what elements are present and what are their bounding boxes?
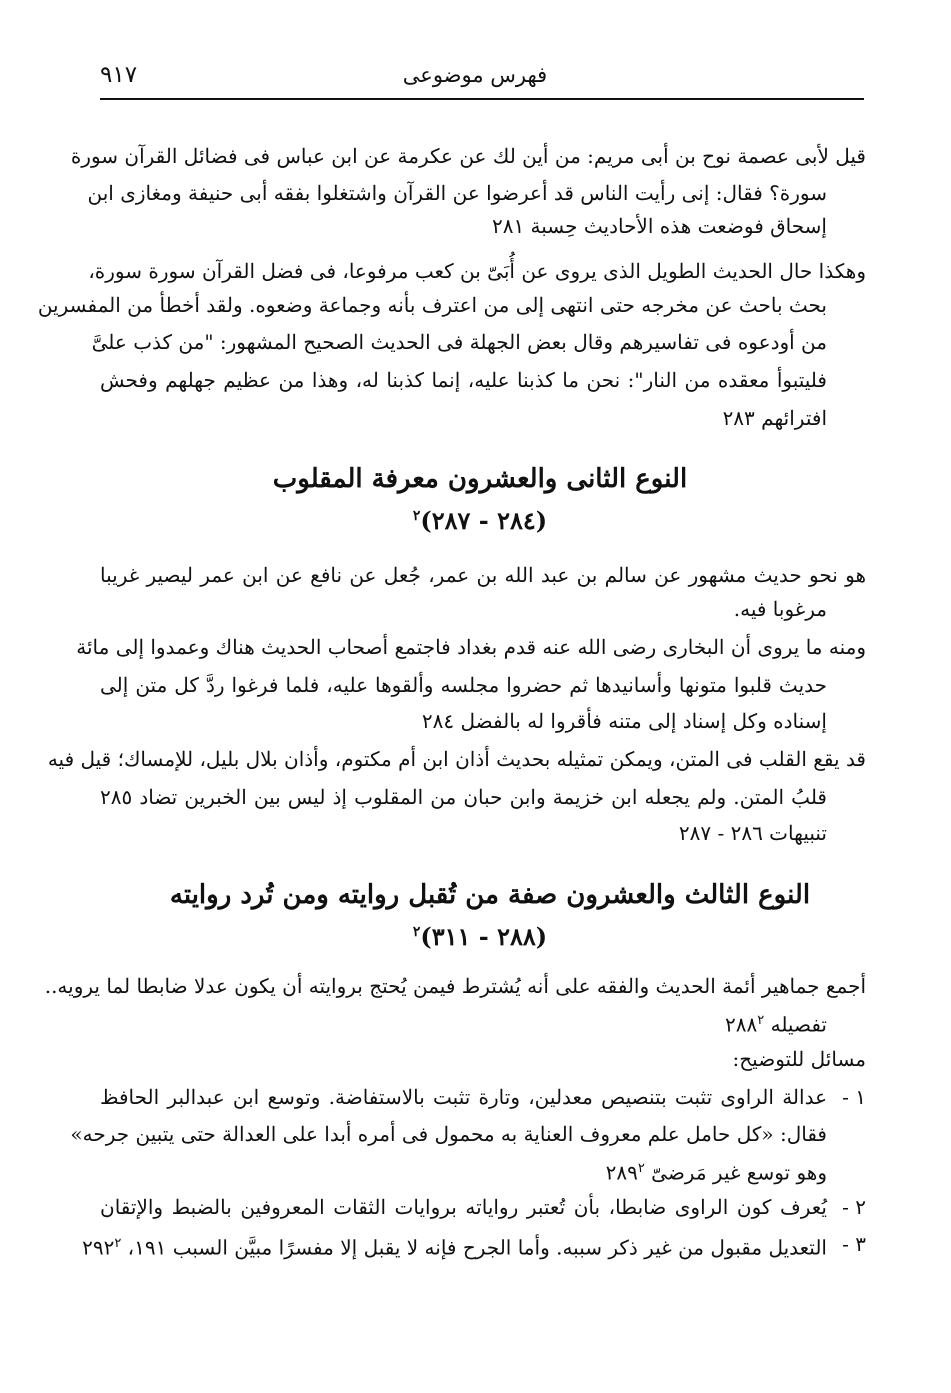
list-item-number: ١ - (842, 1085, 866, 1109)
footnote-marker: ٢ (757, 1013, 765, 1028)
index-entry-line: أجمع جماهير أئمة الحديث والفقه على أنه يُشترط فيمن يُحتج بروايته أن يكون عدلا ضابطا لما يرويه.. (44, 974, 866, 998)
running-header-title: فهرس موضوعى (402, 63, 548, 87)
footnote-marker: ٢ (637, 1161, 645, 1176)
index-entry-line: حديث قلبوا متونها وأسانيدها ثم حضروا مجلسه وألقوها عليه، فلما فرغوا ردَّ كل متن إلى (100, 673, 827, 697)
section-heading: النوع الثانى والعشرون معرفة المقلوب (272, 464, 688, 494)
footnote-marker: ٢ (412, 924, 421, 940)
list-item-line (82, 1229, 827, 1260)
index-entry-line: هو نحو حديث مشهور عن سالم بن عبد الله بن عمر، جُعل عن نافع عن ابن عمر ليصير غريبا (100, 563, 866, 587)
footnote-marker: ٢ (114, 1236, 122, 1251)
section-page-range (100, 916, 860, 951)
index-entry-line: بحث باحث عن مخرجه حتى انتهى إلى من اعترف بأنه وجماعة وضعوه. ولقد أخطأ من المفسرين (37, 293, 827, 317)
index-entry-line: قد يقع القلب فى المتن، ويمكن تمثيله بحديث أذان ابن أم مكتوم، وأذان بلال بليل، للإمساك؛ قيل فيه (47, 747, 866, 771)
header-rule (100, 98, 864, 100)
index-entry-line (100, 1006, 827, 1036)
index-entry-line: وهكذا حال الحديث الطويل الذى يروى عن أُبَىّ بن كعب مرفوعا، فى فضل القرآن سورة سورة، (88, 259, 866, 283)
index-entry-line: من أودعوه فى تفاسيرهم وقال بعض الجهلة فى الحديث الصحيح المشهور: "من كذب علىَّ (91, 330, 827, 354)
section-heading: النوع الثالث والعشرون صفة من تُقبل روايته ومن تُرد روايته (169, 880, 811, 910)
list-item-text: التعديل مقبول من غير ذكر سببه. وأما الجرح فإنه لا يقبل إلا مفسرًا مبيَّن السبب ١٩١، ٢٩٢ (82, 1235, 827, 1260)
list-item-number: ٣ - (842, 1232, 866, 1256)
page-number: ٩١٧ (100, 62, 138, 88)
index-entry-line: قيل لأبى عصمة نوح بن أبى مريم: من أين لك عن عكرمة عن ابن عباس فى فضائل القرآن سورة (70, 144, 866, 168)
index-entry-line: تنبيهات ٢٨٦ - ٢٨٧ (678, 821, 827, 845)
index-entry-line: ومنه ما يروى أن البخارى رضى الله عنه قدم بغداد فاجتمع أصحاب الحديث هناك وعمدوا إلى مائة (76, 635, 866, 659)
section-page-range (100, 500, 860, 535)
index-entry-line: سورة؟ فقال: إنى رأيت الناس قد أعرضوا عن القرآن واشتغلوا بفقه أبى حنيفة ومغازى ابن (87, 181, 827, 205)
index-entry-line: قلبُ المتن. ولم يجعله ابن خزيمة وابن حبان من المقلوب إذ ليس بين الخبرين تضاد ٢٨٥ (100, 785, 827, 809)
list-item-line: يُعرف كون الراوى ضابطا، بأن تُعتبر رواياته بروايات الثقات المعروفين بالضبط والإتقان (100, 1195, 827, 1219)
list-item-text: وهو توسع غير مَرضىّ ٢٨٩ (605, 1160, 827, 1185)
list-item-number: ٢ - (842, 1195, 866, 1219)
issues-heading: مسائل للتوضيح: (732, 1047, 866, 1071)
index-entry-line: افترائهم ٢٨٣ (722, 406, 827, 430)
list-item-line: فقال: «كل حامل علم معروف العناية به محمول فى أمره أبدا على العدالة حتى يتبين جرحه» (70, 1122, 827, 1146)
list-item-line (100, 1154, 827, 1184)
footnote-marker: ٢ (412, 508, 421, 524)
index-entry-text: تفصيله ٢٨٨ (725, 1012, 827, 1037)
index-entry-line: فليتبوأ معقده من النار": نحن ما كذبنا عليه، إنما كذبنا له، وهذا من عظيم جهلهم وفحش (100, 368, 827, 392)
section-range-text: (٢٨٨ - ٣١١) (420, 922, 548, 951)
index-entry-line: مرغوبا فيه. (733, 597, 827, 621)
index-entry-line: إسحاق فوضعت هذه الأحاديث حِسبة ٢٨١ (491, 214, 827, 238)
index-entry-line: إسناده وكل إسناد إلى متنه فأقروا له بالفضل ٢٨٤ (421, 709, 827, 733)
section-range-text: (٢٨٤ - ٢٨٧) (420, 506, 548, 535)
list-item-line: عدالة الراوى تثبت بتنصيص معدلين، وتارة تثبت بالاستفاضة. وتوسع ابن عبدالبر الحافظ (100, 1085, 827, 1109)
